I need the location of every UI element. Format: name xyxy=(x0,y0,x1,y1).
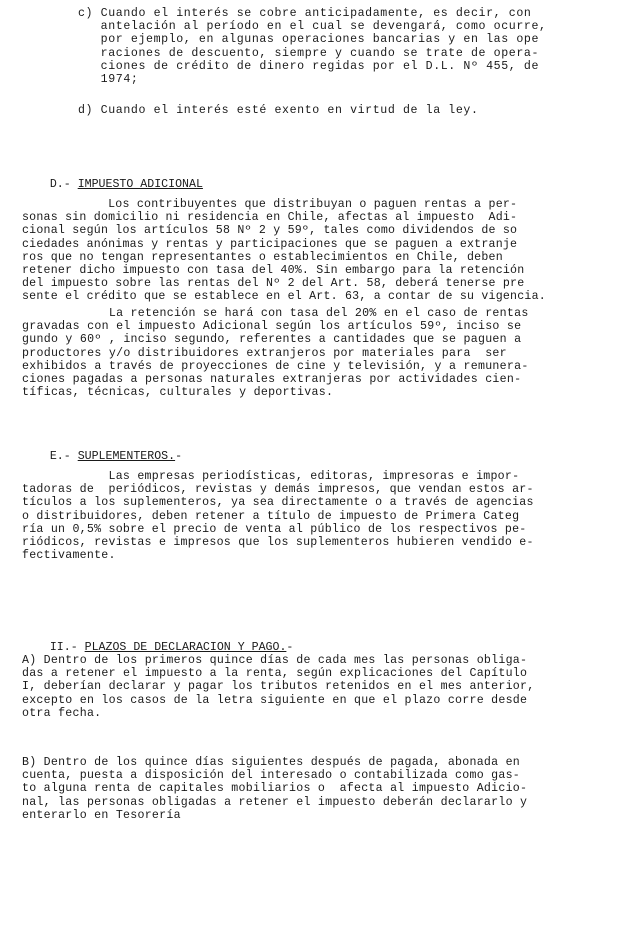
text-line: cuenta, puesta a disposición del interesado o contabilizada como gas- xyxy=(22,769,520,783)
text-line: Las empresas periodísticas, editoras, impresoras e impor- xyxy=(22,470,520,483)
text-line: gundo y 60º , inciso segundo, referentes a cantidades que se paguen a xyxy=(22,333,522,347)
section-e-title: SUPLEMENTEROS. xyxy=(77,450,176,463)
text-line: tíficas, técnicas, culturales y deportivas. xyxy=(22,386,334,400)
item-c-paragraph xyxy=(78,7,547,86)
text-line: por ejemplo, en algunas operaciones bancarias y en las ope xyxy=(78,33,539,47)
section-d-paragraph-1 xyxy=(22,198,546,304)
section-e-prefix: E.- xyxy=(49,450,78,463)
text-line: o distribuidores, deben retener a título de impuesto de Primera Categ xyxy=(22,509,520,523)
text-line: B) Dentro de los quince días siguientes después de pagada, abonada en xyxy=(22,756,520,769)
text-line: excepto en los casos de la letra siguiente en que el plazo corre desde xyxy=(22,693,528,707)
text-line: das a retener el impuesto a la renta, según explicaciones del Capítulo xyxy=(22,667,528,681)
text-line: cional según los artículos 58 Nº 2 y 59º, tales como dividendos de so xyxy=(22,224,518,238)
text-line: 1974; xyxy=(78,72,139,86)
section-ii-paragraph-a xyxy=(22,654,534,720)
section-ii-title: PLAZOS DE DECLARACION Y PAGO. xyxy=(84,641,287,654)
text-line: c) Cuando el interés se cobre anticipadamente, es decir, con xyxy=(78,7,532,20)
text-line: productores y/o distribuidores extranjeros por materiales para ser xyxy=(22,346,507,360)
text-line: riódicos, revistas e impresos que los suplementeros hubieren vendido e- xyxy=(22,535,534,549)
text-line: ros que no tengan representantes o establecimientos en Chile, deben xyxy=(22,250,503,264)
section-ii-prefix: II.- xyxy=(49,641,85,654)
text-line: ciones de crédito de dinero regidas por el D.L. Nº 455, de xyxy=(78,59,539,73)
text-line: La retención se hará con tasa del 20% en el caso de rentas xyxy=(22,307,529,320)
text-line: ciones pagadas a personas naturales extranjeras por actividades cien- xyxy=(22,372,522,386)
text-line: raciones de descuento, siempre y cuando se trate de opera- xyxy=(78,46,539,60)
text-line: ría un 0,5% sobre el precio de venta al público de los respectivos pe- xyxy=(22,522,527,536)
text-line: ciedades anónimas y rentas y participaciones que se paguen a extranje xyxy=(22,237,518,251)
text-line: enterarlo en Tesorería xyxy=(22,808,181,822)
text-line: Los contribuyentes que distribuyan o paguen rentas a per- xyxy=(22,198,518,211)
item-d-paragraph: d) Cuando el interés esté exento en virtud de la ley. xyxy=(78,104,479,117)
section-d-title: IMPUESTO ADICIONAL xyxy=(77,178,203,191)
section-e-suffix: - xyxy=(175,450,183,463)
text-line: gravadas con el impuesto Adicional según los artículos 59º, inciso se xyxy=(22,320,522,334)
text-line: A) Dentro de los primeros quince días de cada mes las personas obliga- xyxy=(22,654,528,667)
text-line: to alguna renta de capitales mobiliarios o afecta al impuesto Adicio- xyxy=(22,782,528,796)
text-line: fectivamente. xyxy=(22,549,116,563)
section-d-prefix: D.- xyxy=(49,178,78,191)
section-d-paragraph-2 xyxy=(22,307,529,399)
text-line: tículos a los suplementeros, ya sea directamente o a través de agencias xyxy=(22,496,534,510)
text-line: sonas sin domicilio ni residencia en Chile, afectas al impuesto Adi- xyxy=(22,211,518,225)
text-line: antelación al período en el cual se devengará, como ocurre, xyxy=(78,20,547,34)
text-line: sente el crédito que se establece en el Art. 63, a contar de su vigencia. xyxy=(22,290,546,304)
text-line: del impuesto sobre las rentas del Nº 2 del Art. 58, deberá tenerse pre xyxy=(22,277,525,291)
text-line: retener dicho impuesto con tasa del 40%. Sin embargo para la retención xyxy=(22,263,525,277)
section-e-paragraph-1 xyxy=(22,470,534,562)
text-line: tadoras de periódicos, revistas y demás impresos, que vendan estos ar- xyxy=(22,483,534,497)
section-ii-suffix: - xyxy=(286,641,294,654)
text-line: otra fecha. xyxy=(22,706,102,720)
text-line: I, deberían declarar y pagar los tributos retenidos en el mes anterior, xyxy=(22,680,535,694)
text-line: nal, las personas obligadas a retener el impuesto deberán declararlo y xyxy=(22,795,528,809)
section-ii-paragraph-b xyxy=(22,756,527,822)
text-line: exhibidos a través de proyecciones de cine y televisión, y a remunera- xyxy=(22,359,529,373)
